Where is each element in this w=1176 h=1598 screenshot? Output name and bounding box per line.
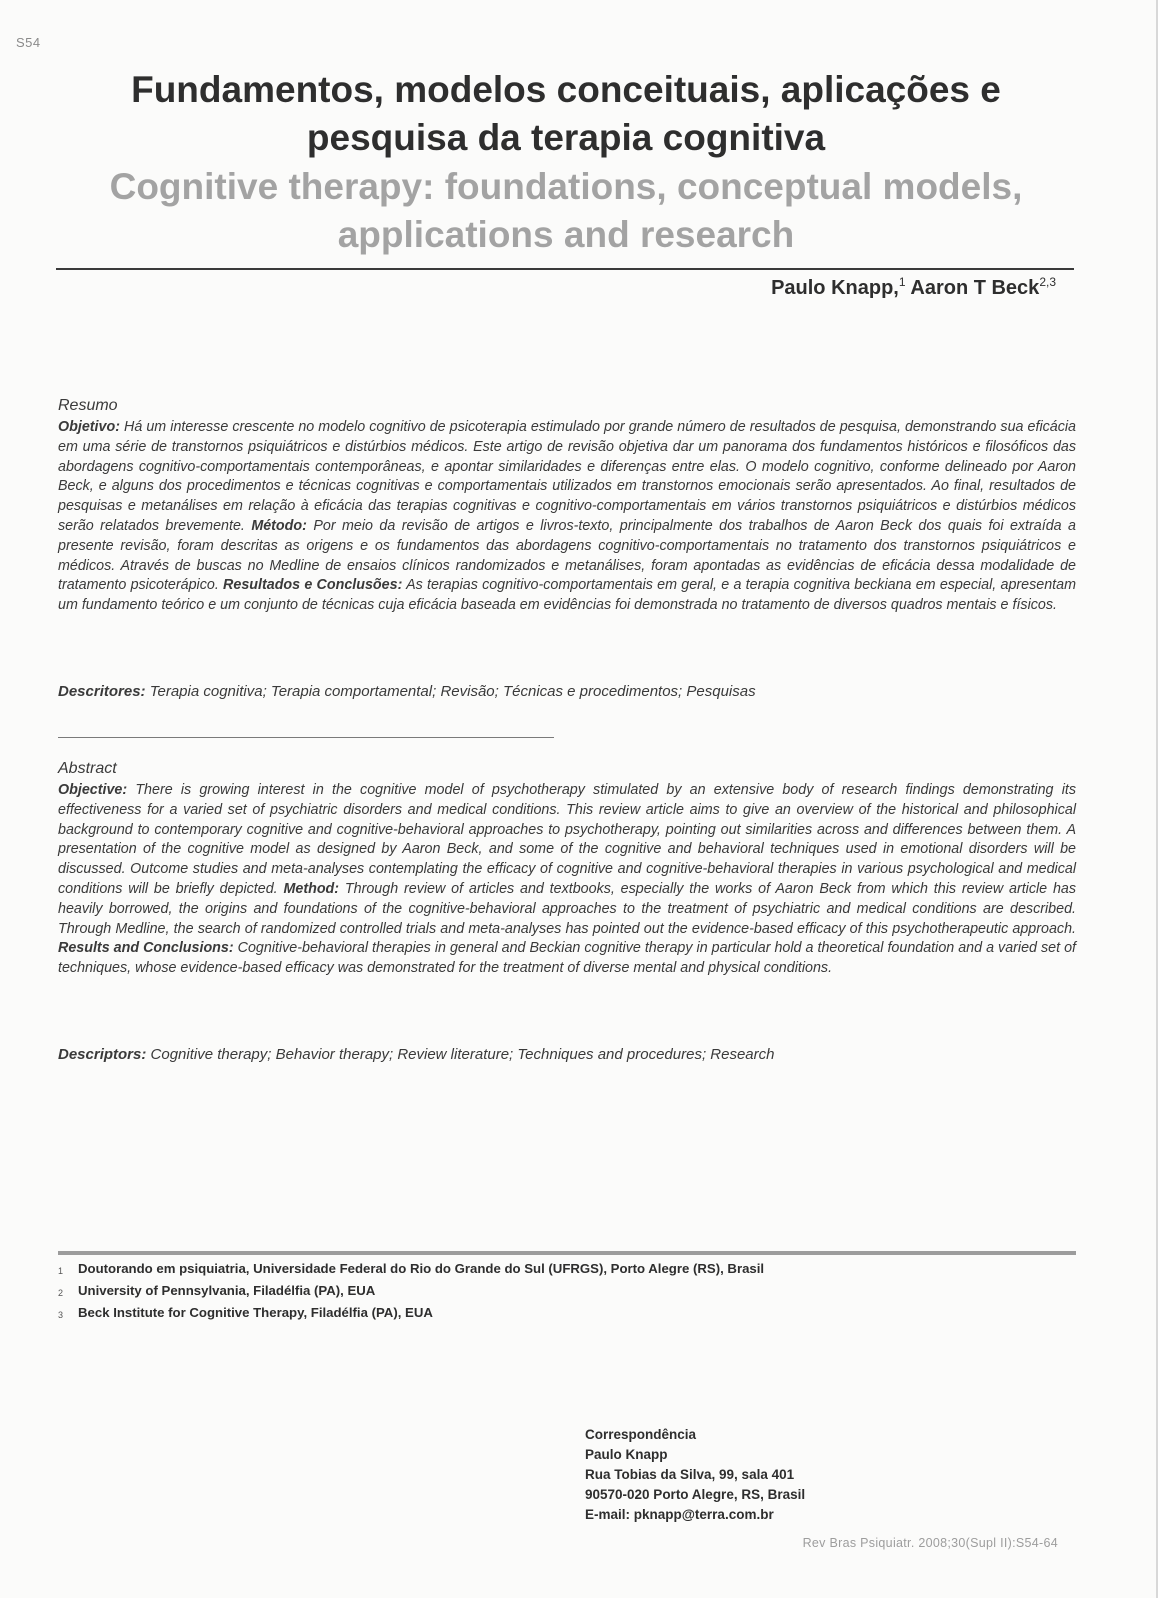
correspondence-block bbox=[585, 1425, 805, 1525]
abstract-section bbox=[58, 759, 1076, 979]
resumo-objective-text: Há um interesse crescente no modelo cognitivo de psicoterapia estimulado por grande número de resultados de pesquisa, demonstrando sua eficácia em uma série de transtornos psiquiátricos e distúrbios médicos. Este artigo de revisão objetiva dar um panorama dos fundamentos históricos e filosóficos das abordagens cognitivo-comportamentais contemporâneas, e apontar similaridades e diferenças entre elas. O modelo cognitivo, conforme delineado por Aaron Beck, e alguns dos procedimentos e técnicas cognitivas e comportamentais utilizados em transtornos emocionais serão apresentados. Ao final, resultados de pesquisas e metanálises em relação à eficácia das terapias cognitivas e cognitivo-comportamentais em vários transtornos psiquiátricos e distúrbios médicos serão relatados brevemente. bbox=[58, 419, 1076, 534]
abstract-objective-text: There is growing interest in the cognitive model of psychotherapy stimulated by an extensive body of research findings demonstrating its effectiveness for a varied set of psychiatric disorders and medical conditions. This review article aims to give an overview of the historical and philosophical background to contemporary cognitive and cognitive-behavioral approaches to psychotherapy, pointing out similarities across and differences between them. A presentation of the cognitive model as designed by Aaron Beck, and some of the cognitive and behavioral techniques used in emotional disorders will be discussed. Outcome studies and meta-analyses contemplating the efficacy of cognitive and cognitive-behavioral therapies in various psychological and medical conditions will be briefly depicted. bbox=[58, 782, 1076, 897]
correspondence-city: 90570-020 Porto Alegre, RS, Brasil bbox=[585, 1487, 806, 1502]
abstract-body bbox=[58, 781, 1076, 979]
section-divider bbox=[58, 737, 554, 738]
abstract-method-label: Method: bbox=[283, 880, 340, 897]
abstract-keywords-text: Cognitive therapy; Behavior therapy; Review literature; Techniques and procedures; Research bbox=[150, 1046, 775, 1063]
abstract-keywords bbox=[58, 1046, 1076, 1063]
resumo-objective-label: Objetivo: bbox=[58, 419, 120, 435]
page-number: S54 bbox=[16, 35, 41, 50]
footnote-number: 2 bbox=[58, 1288, 64, 1298]
footnote-text: University of Pennsylvania, Filadélfia (PA), EUA bbox=[78, 1283, 376, 1298]
resumo-body bbox=[58, 418, 1076, 616]
title-divider bbox=[56, 268, 1074, 270]
affiliation-footnotes bbox=[58, 1259, 1076, 1325]
resumo-section bbox=[58, 396, 1076, 616]
journal-citation: Rev Bras Psiquiatr. 2008;30(Supl II):S54-64 bbox=[802, 1536, 1058, 1550]
resumo-keywords-text: Terapia cognitiva; Terapia comportamental; Revisão; Técnicas e procedimentos; Pesquisas bbox=[149, 683, 756, 700]
author-name: Aaron T Beck bbox=[910, 277, 1040, 299]
title-portuguese: Fundamentos, modelos conceituais, aplicações e pesquisa da terapia cognitiva bbox=[131, 69, 1001, 158]
author-affiliation-marker: 2,3 bbox=[1039, 275, 1056, 289]
author-affiliation-marker: 1 bbox=[898, 275, 906, 289]
footnote-item bbox=[58, 1303, 1076, 1325]
abstract-results-label: Results and Conclusions: bbox=[58, 940, 234, 957]
footnote-text: Doutorando em psiquiatria, Universidade Federal do Rio do Grande do Sul (UFRGS), Porto Alegre (RS), Brasil bbox=[78, 1261, 765, 1276]
resumo-method-label: Método: bbox=[251, 517, 307, 534]
resumo-keywords-label: Descritores: bbox=[58, 683, 146, 700]
abstract-heading: Abstract bbox=[58, 760, 117, 777]
resumo-results-text: As terapias cognitivo-comportamentais em geral, e a terapia cognitiva beckiana em especial, apresentam um fundamento teórico e um conjunto de técnicas cuja eficácia baseada em evidências foi demonstrada no tratamento de diversos quadros mentais e físicos. bbox=[58, 577, 1076, 614]
title-english: Cognitive therapy: foundations, conceptual models, applications and research bbox=[109, 166, 1023, 255]
footnote-item bbox=[58, 1259, 1076, 1281]
abstract-objective-label: Objective: bbox=[58, 782, 128, 798]
resumo-keywords bbox=[58, 683, 1076, 700]
resumo-heading: Resumo bbox=[58, 397, 118, 414]
author-line bbox=[771, 275, 1056, 300]
footnote-item bbox=[58, 1281, 1076, 1303]
abstract-results-text: Cognitive-behavioral therapies in general and Beckian cognitive therapy in particular hold a theoretical foundation and a varied set of techniques, whose evidence-based efficacy was demonstrated for the treatment of diverse mental and physical conditions. bbox=[58, 940, 1076, 977]
abstract-method-text: Through review of articles and textbooks, especially the works of Aaron Beck from which this review article has heavily borrowed, the origins and foundations of the cognitive-behavioral approaches to the treatment of psychiatric and medical conditions are described. Through Medline, the search of randomized controlled trials and meta-analyses has pointed out the evidence-based efficacy of this psychotherapeutic approach. bbox=[58, 880, 1077, 937]
abstract-keywords-label: Descriptors: bbox=[58, 1046, 147, 1063]
footnote-number: 3 bbox=[58, 1310, 64, 1320]
correspondence-email: E-mail: pknapp@terra.com.br bbox=[585, 1507, 774, 1522]
author-name: Paulo Knapp, bbox=[771, 277, 899, 299]
footnote-text: Beck Institute for Cognitive Therapy, Filadélfia (PA), EUA bbox=[78, 1305, 433, 1320]
resumo-results-label: Resultados e Conclusões: bbox=[223, 577, 403, 594]
correspondence-street: Rua Tobias da Silva, 99, sala 401 bbox=[585, 1467, 795, 1482]
correspondence-heading: Correspondência bbox=[585, 1427, 697, 1442]
resumo-method-text: Por meio da revisão de artigos e livros-texto, principalmente dos trabalhos de Aaron Beck dos quais foi extraída a presente revisão, foram descritas as origens e os fundamentos das abordagens cognitivo-comportamentais no tratamento dos transtornos psiquiátricos e médicos. Através de buscas no Medline de ensaios clínicos randomizados e metanálises, foram apontadas as evidências de eficácia dessa modalidade de tratamento psicoterápico. bbox=[58, 517, 1076, 594]
footnote-divider bbox=[58, 1251, 1076, 1255]
footnote-number: 1 bbox=[58, 1266, 64, 1276]
correspondence-name: Paulo Knapp bbox=[585, 1447, 668, 1462]
